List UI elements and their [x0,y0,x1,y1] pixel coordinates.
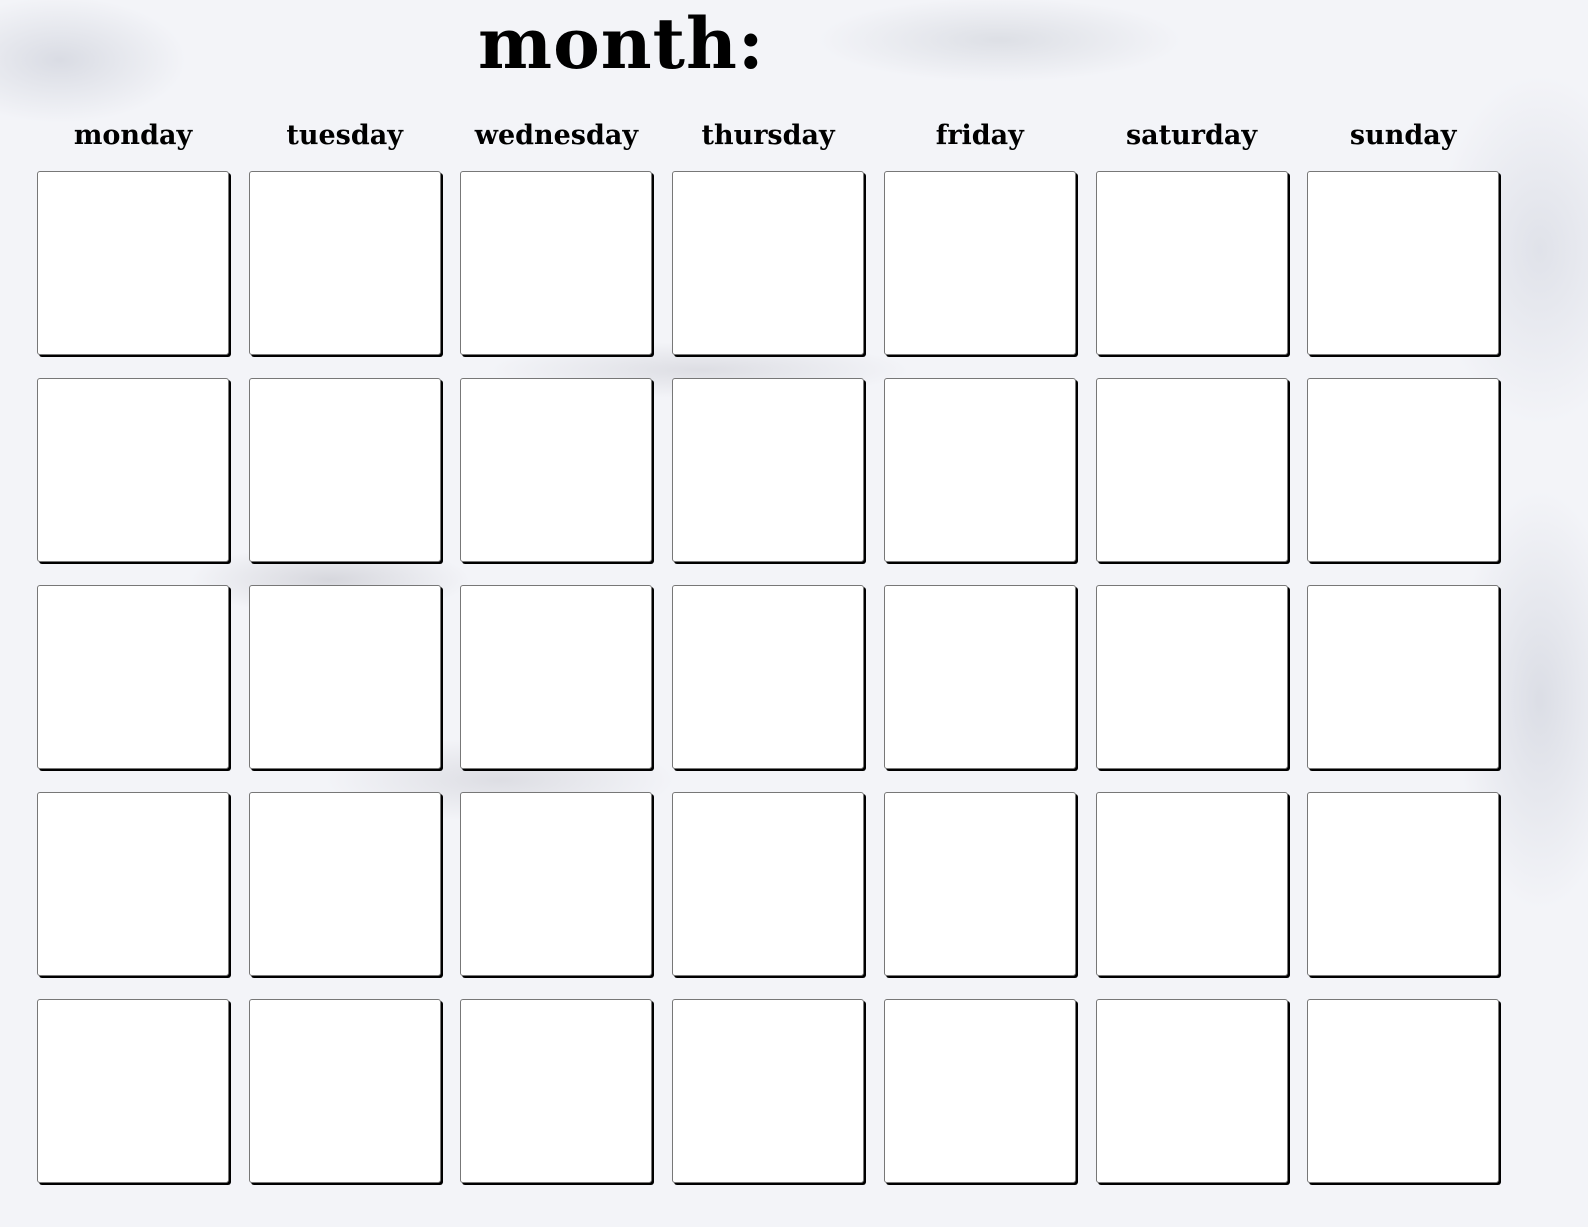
day-header-sunday: sunday [1349,120,1457,151]
day-cell[interactable] [1307,585,1499,769]
day-cell[interactable] [672,378,864,562]
day-header-tuesday: tuesday [286,120,403,151]
day-cell[interactable] [37,999,229,1183]
day-cell[interactable] [37,585,229,769]
day-cell[interactable] [249,585,441,769]
day-cell[interactable] [884,792,1076,976]
day-cell[interactable] [460,378,652,562]
day-cell[interactable] [460,999,652,1183]
day-cell[interactable] [249,171,441,355]
day-cell[interactable] [1307,378,1499,562]
day-cell[interactable] [1096,585,1288,769]
day-header-thursday: thursday [701,120,835,151]
day-cell[interactable] [37,792,229,976]
day-cell[interactable] [460,792,652,976]
day-cell[interactable] [1096,378,1288,562]
day-cell[interactable] [672,171,864,355]
day-cell[interactable] [672,999,864,1183]
day-cell[interactable] [884,999,1076,1183]
day-cell[interactable] [1096,792,1288,976]
day-cell[interactable] [1096,999,1288,1183]
day-cell[interactable] [1307,999,1499,1183]
day-header-wednesday: wednesday [474,120,639,151]
day-cell[interactable] [37,171,229,355]
day-cell[interactable] [672,792,864,976]
day-cell[interactable] [884,171,1076,355]
day-cell[interactable] [37,378,229,562]
day-header-friday: friday [935,120,1024,151]
day-cell[interactable] [249,378,441,562]
day-cell[interactable] [1307,171,1499,355]
day-header-monday: monday [73,120,193,151]
day-cell[interactable] [460,171,652,355]
day-cell[interactable] [1096,171,1288,355]
month-title: month: [478,2,765,85]
day-cell[interactable] [460,585,652,769]
day-cell[interactable] [249,792,441,976]
day-cell[interactable] [884,378,1076,562]
day-header-saturday: saturday [1125,120,1258,151]
day-cell[interactable] [249,999,441,1183]
day-cell[interactable] [672,585,864,769]
day-cell[interactable] [884,585,1076,769]
day-cell[interactable] [1307,792,1499,976]
